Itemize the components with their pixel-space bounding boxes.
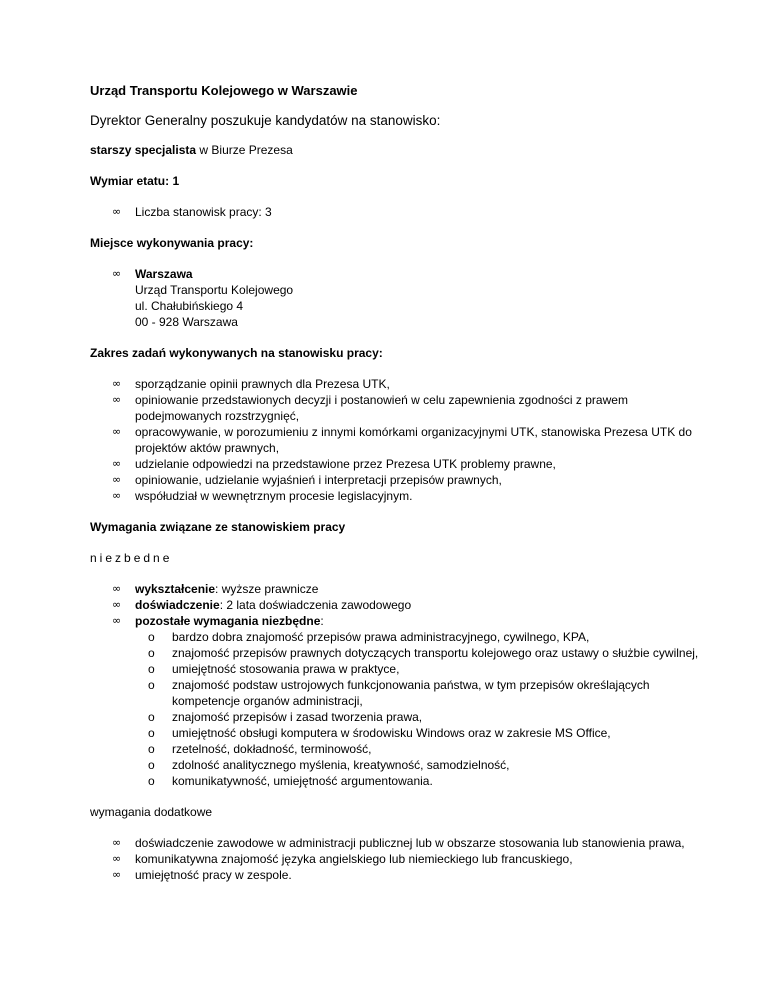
list-item	[90, 613, 710, 789]
place-label: Miejsce wykonywania pracy:	[90, 236, 254, 250]
task-text: współudział w wewnętrznym procesie legislacyjnym.	[135, 489, 413, 503]
requirement-text: zdolność analitycznego myślenia, kreatywność, samodzielność,	[172, 758, 510, 772]
additional-list	[90, 835, 710, 883]
list-item	[90, 456, 710, 472]
sublist-item	[135, 757, 710, 773]
bullet-icon: ∞	[112, 267, 122, 280]
circle-bullet-icon: o	[148, 630, 155, 644]
list-item	[90, 581, 710, 597]
circle-bullet-icon: o	[148, 726, 155, 740]
list-item	[90, 376, 710, 392]
task-text: opiniowanie, udzielanie wyjaśnień i interpretacji przepisów prawnych,	[135, 473, 502, 487]
requirement-text: komunikatywność, umiejętność argumentowania.	[172, 774, 433, 788]
circle-bullet-icon: o	[148, 678, 155, 692]
requirement-text: znajomość przepisów prawnych dotyczących transportu kolejowego oraz ustawy o służbie cywilnej,	[172, 646, 699, 660]
required-label: niezbedne	[90, 551, 173, 565]
place-list	[90, 266, 710, 330]
circle-bullet-icon: o	[148, 662, 155, 676]
sublist-item	[135, 725, 710, 741]
sublist-item	[135, 709, 710, 725]
required-list	[90, 581, 710, 789]
circle-bullet-icon: o	[148, 710, 155, 724]
tasks-list	[90, 376, 710, 504]
list-item	[90, 488, 710, 504]
list-item	[90, 597, 710, 613]
page-title: Urząd Transportu Kolejowego w Warszawie	[90, 83, 358, 98]
requirement-text: bardzo dobra znajomość przepisów prawa administracyjnego, cywilnego, KPA,	[172, 630, 590, 644]
intro-text: Dyrektor Generalny poszukuje kandydatów na stanowisko:	[90, 113, 441, 128]
education-label: wykształcenie	[135, 582, 216, 596]
bullet-icon: ∞	[112, 473, 122, 486]
additional-text: umiejętność pracy w zespole.	[135, 868, 292, 882]
other-suffix: :	[320, 614, 324, 628]
etat-count: Liczba stanowisk pracy: 3	[135, 205, 272, 219]
education-value: : wyższe prawnicze	[215, 582, 319, 596]
bullet-icon: ∞	[112, 614, 122, 627]
requirements-label: Wymagania związane ze stanowiskiem pracy	[90, 520, 346, 534]
task-text: udzielanie odpowiedzi na przedstawione przez Prezesa UTK problemy prawne,	[135, 457, 556, 471]
sublist-item	[135, 677, 710, 709]
additional-text: doświadczenie zawodowe w administracji publicznej lub w obszarze stosowania lub stanowienia prawa,	[135, 836, 685, 850]
sublist-item	[135, 661, 710, 677]
list-item	[90, 472, 710, 488]
place-postal: 00 - 928 Warszawa	[135, 315, 238, 329]
sublist-item	[135, 773, 710, 789]
list-item	[90, 204, 710, 220]
etat-list	[90, 204, 710, 220]
requirement-text: rzetelność, dokładność, terminowość,	[172, 742, 372, 756]
task-text: opiniowanie przedstawionych decyzji i postanowień w celu zapewnienia zgodności z prawem podejmowanych rozstrzygnięć,	[135, 393, 628, 423]
sublist-item	[135, 741, 710, 757]
bullet-icon: ∞	[112, 868, 122, 881]
experience-value: : 2 lata doświadczenia zawodowego	[219, 598, 412, 612]
task-text: opracowywanie, w porozumieniu z innymi komórkami organizacyjnymi UTK, stanowiska Prezesa UTK do projektów aktów prawnych,	[135, 425, 692, 455]
bullet-icon: ∞	[112, 489, 122, 502]
bullet-icon: ∞	[112, 852, 122, 865]
task-text: sporządzanie opinii prawnych dla Prezesa UTK,	[135, 377, 390, 391]
bullet-icon: ∞	[112, 836, 122, 849]
requirement-text: znajomość podstaw ustrojowych funkcjonowania państwa, w tym przepisów określających kompetencje organów administracji,	[172, 678, 650, 708]
place-street: ul. Chałubińskiego 4	[135, 299, 244, 313]
place-org: Urząd Transportu Kolejowego	[135, 283, 294, 297]
other-label: pozostałe wymagania niezbędne	[135, 614, 321, 628]
tasks-label: Zakres zadań wykonywanych na stanowisku pracy:	[90, 346, 383, 360]
bullet-icon: ∞	[112, 582, 122, 595]
other-sublist	[135, 629, 710, 789]
bullet-icon: ∞	[112, 393, 122, 406]
bullet-icon: ∞	[112, 377, 122, 390]
requirement-text: umiejętność stosowania prawa w praktyce,	[172, 662, 400, 676]
circle-bullet-icon: o	[148, 758, 155, 772]
position-name: starszy specjalista	[90, 143, 197, 157]
position-line	[90, 142, 710, 158]
sublist-item	[135, 645, 710, 661]
bullet-icon: ∞	[112, 598, 122, 611]
circle-bullet-icon: o	[148, 742, 155, 756]
list-item	[90, 424, 710, 456]
experience-label: doświadczenie	[135, 598, 220, 612]
list-item	[90, 392, 710, 424]
etat-label: Wymiar etatu: 1	[90, 174, 180, 188]
circle-bullet-icon: o	[148, 774, 155, 788]
list-item	[90, 867, 710, 883]
bullet-icon: ∞	[112, 425, 122, 438]
bullet-icon: ∞	[112, 457, 122, 470]
sublist-item	[135, 629, 710, 645]
position-dept: w Biurze Prezesa	[196, 143, 293, 157]
bullet-icon: ∞	[112, 205, 122, 218]
additional-text: komunikatywna znajomość języka angielskiego lub niemieckiego lub francuskiego,	[135, 852, 573, 866]
additional-label: wymagania dodatkowe	[90, 805, 213, 819]
list-item	[90, 851, 710, 867]
circle-bullet-icon: o	[148, 646, 155, 660]
requirement-text: znajomość przepisów i zasad tworzenia prawa,	[172, 710, 423, 724]
list-item	[90, 266, 710, 330]
list-item	[90, 835, 710, 851]
requirement-text: umiejętność obsługi komputera w środowisku Windows oraz w zakresie MS Office,	[172, 726, 611, 740]
place-city: Warszawa	[135, 267, 193, 281]
document-page	[90, 83, 710, 898]
